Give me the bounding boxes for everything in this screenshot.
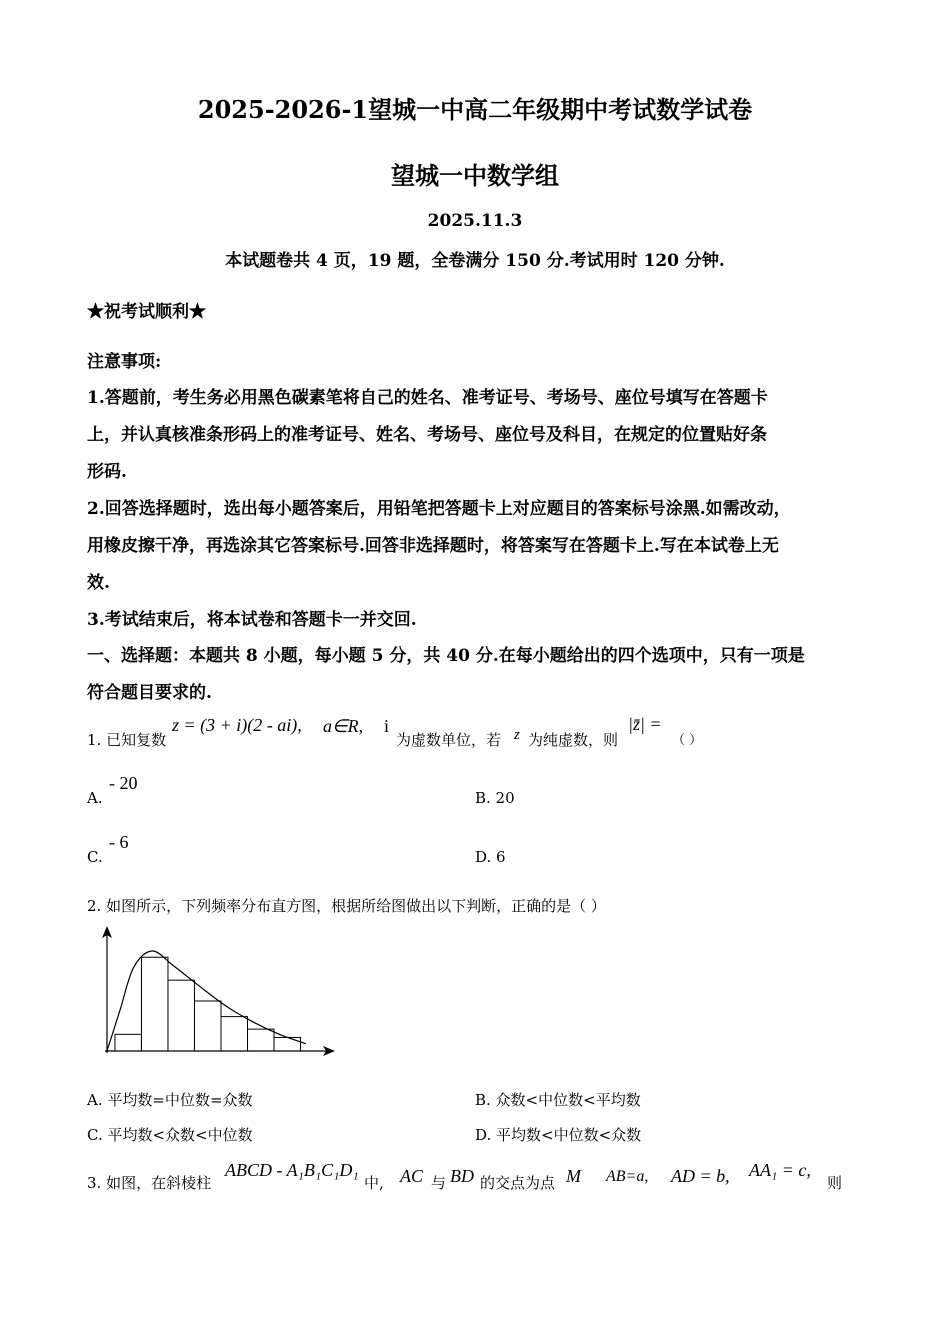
q2-option-a[interactable]: A. 平均数=中位数=众数 [87, 1091, 253, 1109]
notice-heading: 注意事项: [87, 352, 162, 372]
section-heading-cont: 符合题目要求的. [87, 683, 212, 703]
q3-aa1: AA₁ = c, [749, 1160, 811, 1180]
q3-and: 与 [431, 1174, 447, 1192]
q1-condition: a∈R, [323, 716, 364, 736]
q3-text-mid: 中, [364, 1174, 384, 1192]
exam-info: 本试题卷共 4 页，19 题，全卷满分 150 分.考试用时 120 分钟. [225, 251, 725, 271]
q1-abs-conj: |z̄| = [628, 714, 662, 734]
histogram-bar [274, 1037, 301, 1051]
q1-option-d[interactable]: D. 6 [475, 848, 506, 866]
q1-option-a-label[interactable]: A. [87, 789, 103, 807]
histogram-bar [248, 1029, 275, 1051]
q2-option-c[interactable]: C. 平均数<众数<中位数 [87, 1126, 253, 1144]
q1-prefix: 1. 已知复数 [87, 731, 167, 749]
notice-line: 上，并认真核准条形码上的准考证号、姓名、考场号、座位号及科目，在规定的位置贴好条 [87, 425, 767, 445]
notice-line: 1.答题前，考生务必用黑色碳素笔将自己的姓名、准考证号、考场号、座位号填写在答题卡 [87, 388, 768, 408]
blessing: ★祝考试顺利★ [87, 302, 206, 322]
q1-option-c-value[interactable]: - 6 [109, 832, 129, 852]
histogram-bar [115, 1034, 142, 1051]
q2-text: 2. 如图所示，下列频率分布直方图，根据所给图做出以下判断，正确的是（ ） [87, 897, 606, 915]
section-heading: 一、选择题：本题共 8 小题，每小题 5 分，共 40 分.在每小题给出的四个选项中，只有一项是 [87, 646, 805, 666]
q3-ad: AD = b, [671, 1166, 730, 1186]
histogram-bar [168, 980, 195, 1051]
q1-paren: （ ） [672, 733, 703, 748]
histogram-bar [221, 1017, 248, 1051]
notice-line: 2.回答选择题时，选出每小题答案后，用铅笔把答题卡上对应题目的答案标号涂黑.如需改动， [87, 499, 791, 519]
notice-line: 3.考试结束后，将本试卷和答题卡一并交回. [87, 610, 417, 630]
q1-z: z [514, 727, 520, 743]
q2-option-b[interactable]: B. 众数<中位数<平均数 [475, 1091, 641, 1109]
notice-line: 形码. [87, 462, 127, 482]
q3-ab: AB=a, [606, 1168, 649, 1185]
exam-title: 2025-2026-1望城一中高二年级期中考试数学试卷 [197, 95, 753, 124]
q1-text-mid: 为虚数单位，若 [396, 731, 502, 749]
histogram-bar [194, 1001, 221, 1051]
exam-date: 2025.11.3 [427, 211, 523, 231]
notice-line: 用橡皮擦干净，再选涂其它答案标号.回答非选择题时，将答案写在答题卡上.写在本试卷上无 [87, 536, 779, 556]
q1-option-c-label[interactable]: C. [87, 848, 103, 866]
q3-ac: AC [400, 1166, 424, 1186]
q3-text-mid2: 的交点为点 [480, 1174, 556, 1192]
q1-option-a-value[interactable]: - 20 [109, 773, 138, 793]
notice-line: 效. [87, 573, 110, 593]
q1-imag-unit: i [384, 716, 390, 736]
exam-subtitle: 望城一中数学组 [391, 161, 559, 190]
q1-formula: z = (3 + i)(2 - ai), [172, 715, 302, 735]
q3-prism: ABCD - A₁B₁C₁D₁ [225, 1160, 359, 1180]
q2-option-d[interactable]: D. 平均数<中位数<众数 [475, 1126, 642, 1144]
q3-end: 则 [827, 1174, 843, 1192]
q3-prefix: 3. 如图，在斜棱柱 [87, 1174, 212, 1192]
q1-text-mid2: 为纯虚数，则 [528, 731, 619, 749]
histogram-bar [141, 957, 168, 1051]
q3-m: M [566, 1166, 581, 1186]
q1-option-b[interactable]: B. 20 [475, 789, 515, 807]
frequency-histogram [95, 920, 345, 1065]
q3-bd: BD [450, 1166, 474, 1186]
